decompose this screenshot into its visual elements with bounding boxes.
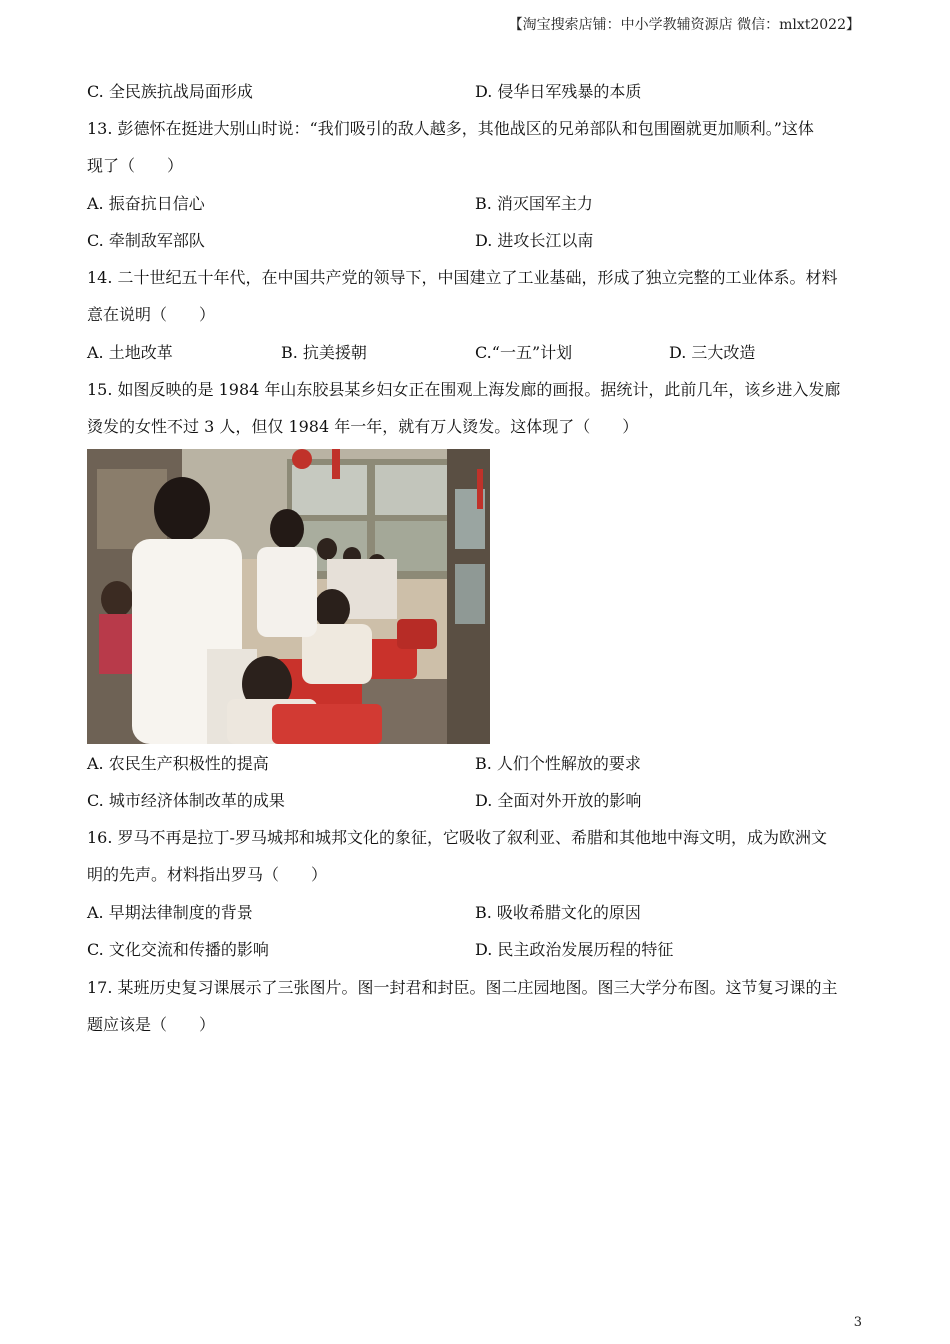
q14-option-d: D. 三大改造	[669, 343, 756, 362]
page-number: 3	[853, 1315, 862, 1330]
q14-option-c: C.“一五”计划	[475, 343, 573, 362]
q16-stem-line2: 明的先声。材料指出罗马（ ）	[87, 865, 328, 884]
q17-stem-line2: 题应该是（ ）	[87, 1015, 216, 1034]
q14-stem-line2: 意在说明（ ）	[87, 305, 216, 324]
q13-stem-line1: 13. 彭德怀在挺进大别山时说：“我们吸引的敌人越多，其他战区的兄弟部队和包围圈就更加顺利。”这体	[87, 119, 814, 138]
q13-stem-line2: 现了（ ）	[87, 156, 184, 175]
q14-stem-line1: 14. 二十世纪五十年代，在中国共产党的领导下，中国建立了工业基础，形成了独立完整的工业体系。材料	[87, 268, 838, 287]
q16-option-c: C. 文化交流和传播的影响	[87, 940, 269, 959]
q16-stem-line1: 16. 罗马不再是拉丁-罗马城邦和城邦文化的象征，它吸收了叙利亚、希腊和其他地中海文明，成为欧洲文	[87, 828, 827, 847]
page-header-banner: 【淘宝搜索店铺：中小学教辅资源店 微信：mlxt2022】	[508, 17, 860, 33]
q16-option-d: D. 民主政治发展历程的特征	[475, 940, 674, 959]
q13-option-d: D. 进攻长江以南	[475, 231, 594, 250]
q13-option-c: C. 牵制敌军部队	[87, 231, 205, 250]
q17-stem-line1: 17. 某班历史复习课展示了三张图片。图一封君和封臣。图二庄园地图。图三大学分布图。这节复习课的主	[87, 978, 838, 997]
q15-option-a: A. 农民生产积极性的提高	[87, 754, 269, 773]
q12-option-d: D. 侵华日军残暴的本质	[475, 82, 642, 101]
q13-option-b: B. 消灭国军主力	[475, 194, 593, 213]
q14-option-a: A. 土地改革	[87, 343, 173, 362]
q12-option-c: C. 全民族抗战局面形成	[87, 82, 253, 101]
q15-option-c: C. 城市经济体制改革的成果	[87, 791, 285, 810]
q15-option-b: B. 人们个性解放的要求	[475, 754, 641, 773]
q14-option-b: B. 抗美援朝	[281, 343, 367, 362]
q13-option-a: A. 振奋抗日信心	[87, 194, 205, 213]
q16-option-b: B. 吸收希腊文化的原因	[475, 903, 641, 922]
hair-salon-photo	[87, 449, 490, 744]
q16-option-a: A. 早期法律制度的背景	[87, 903, 253, 922]
q15-option-d: D. 全面对外开放的影响	[475, 791, 642, 810]
q15-stem-line2: 烫发的女性不过 3 人，但仅 1984 年一年，就有万人烫发。这体现了（ ）	[87, 417, 639, 436]
q15-stem-line1: 15. 如图反映的是 1984 年山东胶县某乡妇女正在围观上海发廊的画报。据统计，此前几年，该乡进入发廊	[87, 380, 841, 399]
